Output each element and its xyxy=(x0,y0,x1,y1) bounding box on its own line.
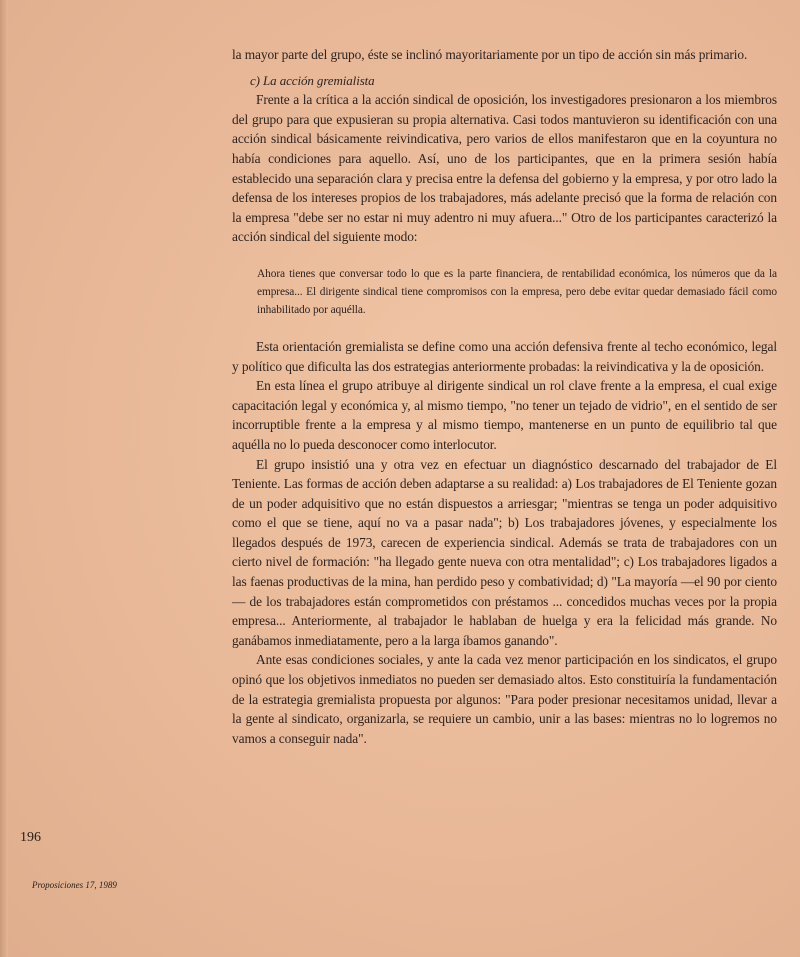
paragraph: Frente a la crítica a la acción sindical de oposición, los investigadores presionaron a los miembros del grupo para que expusieran su propia alternativa. Casi todos mantuvieron su identificación con una acción sindical básicamente reivindicativa, pero varios de ellos manifestaron que en la coyuntura no había condiciones para aquello. Así, uno de los participantes, que en la primera sesión había establecido una separación clara y precisa entre la defensa del gobierno y la empresa, y por otro lado la defensa de los intereses propios de los trabajadores, más adelante precisó que la forma de relación con la empresa "debe ser no estar ni muy adentro ni muy afuera..." Otro de los participantes caracterizó la acción sindical del siguiente modo: xyxy=(232,92,777,245)
paragraph: Esta orientación gremialista se define como una acción defensiva frente al techo económico, legal y político que dificulta las dos estrategias anteriormente probadas: la reivindicativa y la de oposición. xyxy=(232,338,777,374)
section-subheading: c) La acción gremialista xyxy=(250,72,375,88)
page-edge xyxy=(0,0,8,957)
text-column xyxy=(232,45,777,748)
paragraph: En esta línea el grupo atribuye al dirigente sindical un rol clave frente a la empresa, el cual exige capacitación legal y económica y, al mismo tiempo, "no tener un tejado de vidrio", en el sentido de ser incorruptible frente a la empresa y al mismo tiempo, mantenerse en un punto de equilibrio tal que aquélla no lo pueda desconocer como interlocutor. xyxy=(232,378,777,452)
block-quote: Ahora tienes que conversar todo lo que es la parte financiera, de rentabilidad económica, los números que da la empresa... El dirigente sindical tiene compromisos con la empresa, pero debe evitar quedar demasiado fácil como inhabilitado por aquélla. xyxy=(257,267,777,316)
page-number: 196 xyxy=(20,830,41,845)
paragraph: El grupo insistió una y otra vez en efectuar un diagnóstico descarnado del trabajador de El Teniente. Las formas de acción deben adaptarse a su realidad: a) Los trabajadores de El Teniente gozan de un poder adquisitivo que no están dispuestos a arriesgar; "mientras se tenga un poder adquisitivo como el que se tiene, aquí no va a pasar nada"; b) Los trabajadores jóvenes, y especialmente los llegados después de 1973, carecen de experiencia sindical. Además se trata de trabajadores con un cierto nivel de formación: "ha llegado gente nueva con otra mentalidad"; c) Los trabajadores ligados a las faenas productivas de la mina, han perdido peso y combatividad; d) "La mayoría —el 90 por ciento— de los trabajadores están comprometidos con préstamos ... concedidos muchas veces por la propia empresa... Anteriormente, al trabajador le hablaban de huelga y era la felicidad más grande. No ganábamos inmediatamente, pero a la larga íbamos ganando". xyxy=(232,456,777,648)
paragraph: Ante esas condiciones sociales, y ante la cada vez menor participación en los sindicatos, el grupo opinó que los objetivos inmediatos no pueden ser demasiado altos. Esto constituiría la fundamentación de la estrategia gremialista propuesta por algunos: "Para poder presionar necesitamos unidad, llevar a la gente al sindicato, organizarla, se requiere un cambio, unir a las bases: mientras no lo logremos no vamos a conseguir nada". xyxy=(232,652,777,746)
paragraph-continuation: la mayor parte del grupo, éste se inclinó mayoritariamente por un tipo de acción sin más primario. xyxy=(232,47,748,62)
footer-citation: Proposiciones 17, 1989 xyxy=(32,880,117,890)
